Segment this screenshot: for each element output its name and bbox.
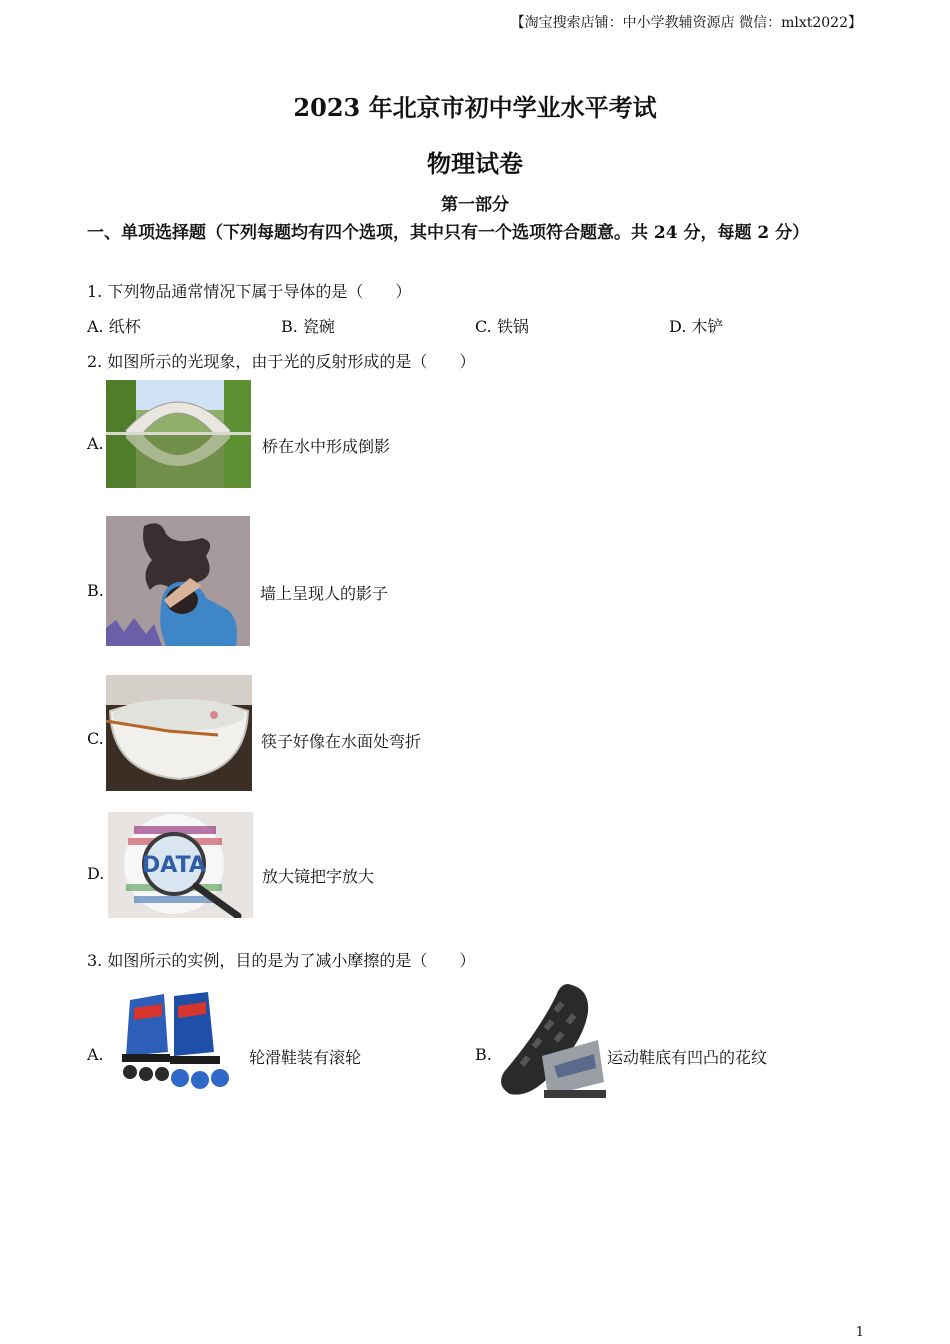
- page-title: 2023 年北京市初中学业水平考试: [293, 93, 657, 122]
- question-2-option-c-text: 筷子好像在水面处弯折: [261, 732, 422, 751]
- inline-skate-image: [116, 986, 238, 1098]
- question-3-stem: 3. 如图所示的实例，目的是为了减小摩擦的是（ ）: [87, 951, 476, 970]
- question-2-option-d-letter: D.: [87, 864, 105, 883]
- question-1-option-b: B. 瓷碗: [281, 317, 335, 336]
- question-3-option-a-letter: A.: [87, 1045, 104, 1064]
- question-3-option-b-text: 运动鞋底有凹凸的花纹: [607, 1048, 768, 1067]
- page-number: 1: [855, 1325, 864, 1340]
- section-heading: 一、单项选择题（下列每题均有四个选项，其中只有一个选项符合题意。共 24 分，每题 2 分）: [87, 223, 810, 243]
- magnifier-image: [108, 812, 253, 918]
- page-subtitle: 物理试卷: [427, 149, 523, 178]
- question-1-option-a: A. 纸杯: [87, 317, 141, 336]
- wall-shadow-image: [106, 516, 250, 646]
- question-3-option-b-letter: B.: [475, 1045, 492, 1064]
- part-heading: 第一部分: [441, 195, 509, 215]
- question-2-option-b-text: 墙上呈现人的影子: [260, 584, 389, 603]
- question-2-option-d-text: 放大镜把字放大: [262, 867, 375, 886]
- question-1-stem: 1. 下列物品通常情况下属于导体的是（ ）: [87, 282, 412, 301]
- question-2-option-c-letter: C.: [87, 729, 104, 748]
- sports-shoe-image: [498, 982, 606, 1100]
- question-2-stem: 2. 如图所示的光现象，由于光的反射形成的是（ ）: [87, 352, 476, 371]
- magnifier-word: DATA: [142, 853, 206, 878]
- question-3-option-a-text: 轮滑鞋装有滚轮: [249, 1048, 362, 1067]
- header-note: 【淘宝搜索店铺：中小学教辅资源店 微信：mlxt2022】: [510, 15, 862, 31]
- question-2-option-a-text: 桥在水中形成倒影: [262, 437, 391, 456]
- bridge-reflection-image: [106, 380, 251, 488]
- question-2-option-b-letter: B.: [87, 581, 104, 600]
- question-1-option-c: C. 铁锅: [475, 317, 529, 336]
- question-2-option-a-letter: A.: [87, 434, 104, 453]
- question-1-option-d: D. 木铲: [669, 317, 724, 336]
- bent-chopsticks-image: [106, 675, 252, 791]
